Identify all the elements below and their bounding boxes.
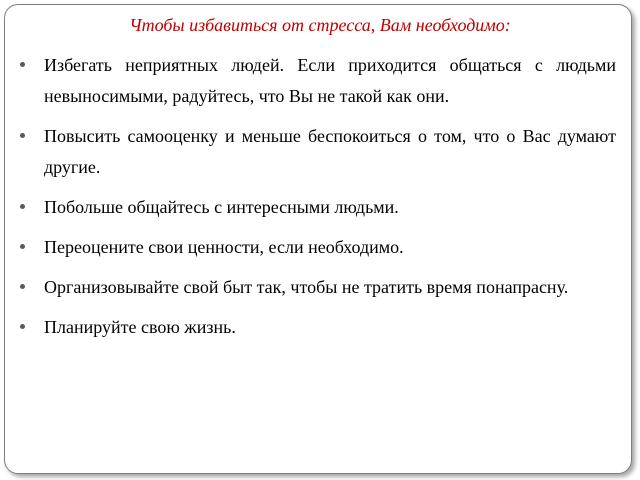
- slide-heading: Чтобы избавиться от стресса, Вам необходимо:: [129, 15, 511, 35]
- list-item-text: Избегать неприятных людей. Если приходится общаться с людьми невыносимыми, радуйтесь, что Вы не такой как они.: [44, 55, 616, 106]
- bullet-icon: [20, 204, 25, 209]
- bullet-icon: [20, 284, 25, 289]
- list-item: [20, 192, 616, 223]
- list-item-text: Переоцените свои ценности, если необходимо.: [44, 237, 404, 257]
- list-item: [20, 232, 616, 263]
- bullet-icon: [20, 62, 25, 67]
- bullet-icon: [20, 133, 25, 138]
- list-item: [20, 50, 616, 112]
- list-item: [20, 121, 616, 183]
- list-item-text: Организовывайте свой быт так, чтобы не тратить время понапрасну.: [44, 277, 569, 297]
- tips-list: [20, 50, 616, 352]
- bullet-icon: [20, 244, 25, 249]
- list-item-text: Побольше общайтесь с интересными людьми.: [44, 197, 399, 217]
- list-item: [20, 312, 616, 343]
- list-item: [20, 272, 616, 303]
- bullet-icon: [20, 324, 25, 329]
- list-item-text: Планируйте свою жизнь.: [44, 317, 236, 337]
- list-item-text: Повысить самооценку и меньше беспокоиться о том, что о Вас думают другие.: [44, 126, 616, 177]
